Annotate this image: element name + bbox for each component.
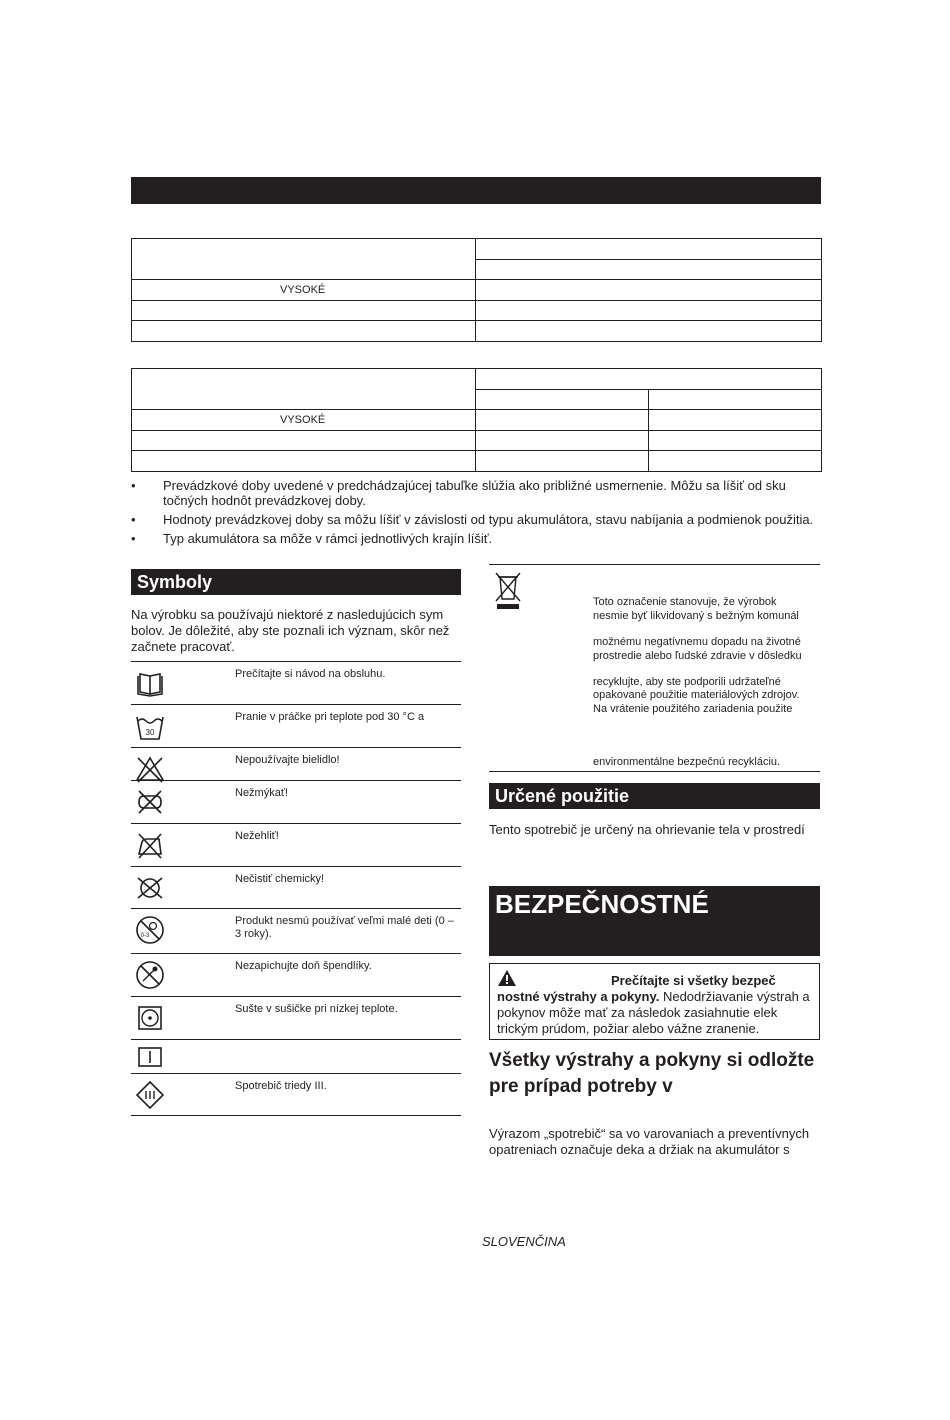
symbol-row <box>131 780 461 824</box>
symbol-text: Pranie v práčke pri teplote pod 30 °C a <box>235 711 425 723</box>
symbol-text: Nezapichujte doň špendlíky. <box>235 960 372 972</box>
weee-line: opakované použitie materiálových zdrojov. <box>593 689 800 701</box>
svg-text:0-3: 0-3 <box>140 933 150 939</box>
term-definition: Výrazom „spotrebič“ sa vo varovaniach a preventívnych opatreniach označuje deka a držiak na akumulátor s <box>489 1126 810 1157</box>
intended-use-heading: Určené použitie <box>489 783 820 809</box>
weee-line: Na vrátenie použitého zariadenia použite <box>593 703 793 715</box>
table-cell <box>476 410 649 431</box>
table-cell <box>476 280 822 301</box>
table-cell <box>132 239 476 280</box>
safety-heading: BEZPEČNOSTNÉ <box>495 889 709 919</box>
wash-30-icon <box>135 711 165 741</box>
table-cell <box>132 451 476 472</box>
table-cell <box>132 321 476 342</box>
no-wring-icon <box>135 787 165 817</box>
keep-instructions-heading: Všetky výstrahy a pokyny si odložte pre prípad potreby v <box>489 1050 815 1097</box>
symbol-text: Spotrebič triedy III. <box>235 1080 327 1092</box>
symbol-row <box>131 1073 461 1116</box>
crossed-bin-icon <box>494 571 522 611</box>
table-cell <box>132 301 476 321</box>
warning-bold: Prečítajte si všetky bezpeč nostné výstrahy a pokyny. <box>497 973 776 1004</box>
tumble-dry-low-icon <box>135 1003 165 1033</box>
symbol-text: Sušte v sušičke pri nízkej teplote. <box>235 1003 398 1015</box>
warning-paragraph <box>497 973 812 1037</box>
table-cell <box>649 390 822 410</box>
list-item: • Prevádzkové doby uvedené v predchádzajúcej tabuľke slúžia ako približné usmernenie. Môžu sa líšiť od sku točných hodnôt prevádzkovej doby. <box>131 478 821 508</box>
list-item: • Typ akumulátora sa môže v rámci jednotlivých krajín líšiť. <box>131 531 821 546</box>
divider <box>489 771 820 772</box>
no-pins-icon <box>135 960 165 990</box>
symbol-row <box>131 908 461 954</box>
table-cell: VYSOKÉ <box>132 280 476 301</box>
operating-time-table-1 <box>131 238 822 342</box>
weee-line: možnému negatívnemu dopadu na životné <box>593 636 801 648</box>
weee-line: environmentálne bezpečnú recykláciu. <box>593 756 781 768</box>
table-cell <box>476 321 822 342</box>
table-cell <box>476 301 822 321</box>
symbol-row <box>131 661 461 705</box>
operating-time-table-2 <box>131 368 822 472</box>
table-cell <box>649 410 822 431</box>
footer-language: SLOVENČINA <box>482 1234 566 1249</box>
symbol-row <box>131 953 461 997</box>
warning-text: Nedodržiavanie výstrah a pokynov môže mať za následok zasiahnutie elek trickým prúdom, požiar alebo vážne zranenie. <box>497 989 810 1036</box>
class-i-icon <box>135 1044 165 1074</box>
safety-heading-block <box>489 886 820 956</box>
symbol-text: Produkt nesmú používať veľmi malé deti (0 – 3 roky). <box>235 915 454 940</box>
intended-use-text: Tento spotrebič je určený na ohrievanie tela v prostredí <box>489 822 805 837</box>
no-dry-clean-icon <box>135 873 165 903</box>
symbols-heading: Symboly <box>131 569 461 595</box>
table-cell <box>476 239 822 260</box>
read-manual-icon <box>135 668 165 698</box>
class-iii-icon <box>135 1080 165 1110</box>
symbol-row <box>131 823 461 867</box>
not-for-children-icon <box>135 915 165 945</box>
table-cell <box>476 369 822 390</box>
symbol-row <box>131 1039 461 1074</box>
symbol-row <box>131 996 461 1040</box>
table-cell <box>476 431 649 451</box>
warning-box <box>489 963 820 1040</box>
weee-line: Toto označenie stanovuje, že výrobok <box>593 596 777 608</box>
weee-line: nesmie byť likvidovaný s bežným komunál <box>593 610 799 622</box>
symbol-row <box>131 747 461 781</box>
weee-line: prostredie alebo ľudské zdravie v dôsledku <box>593 650 802 662</box>
svg-text:30: 30 <box>145 728 155 737</box>
weee-line: recyklujte, aby ste podporili udržateľné <box>593 676 781 688</box>
symbol-row <box>131 866 461 909</box>
table-cell <box>132 369 476 410</box>
table-cell <box>649 431 822 451</box>
symbol-text: Nečistiť chemicky! <box>235 873 325 885</box>
table-cell <box>649 451 822 472</box>
notes-list <box>131 478 821 550</box>
symbol-text: Nežmýkať! <box>235 787 289 799</box>
symbol-text: Prečítajte si návod na obsluhu. <box>235 668 386 680</box>
table-cell <box>476 451 649 472</box>
table-cell <box>476 390 649 410</box>
symbol-text: Nežehliť! <box>235 830 279 842</box>
symbol-row <box>131 704 461 748</box>
no-iron-icon <box>135 830 165 860</box>
symbol-text: Nepoužívajte bielidlo! <box>235 754 340 766</box>
section-header-bar <box>131 177 821 204</box>
list-item: • Hodnoty prevádzkovej doby sa môžu líšiť v závislosti od typu akumulátora, stavu nabíjania a podmienok použitia. <box>131 512 821 527</box>
warning-icon <box>498 970 516 986</box>
symbols-intro: Na výrobku sa používajú niektoré z nasledujúcich sym bolov. Je dôležité, aby ste poznali ich význam, skôr než začnete pracovať. <box>131 607 450 654</box>
table-cell: VYSOKÉ <box>132 410 476 431</box>
divider <box>489 564 820 565</box>
table-cell <box>132 431 476 451</box>
table-cell <box>476 260 822 280</box>
